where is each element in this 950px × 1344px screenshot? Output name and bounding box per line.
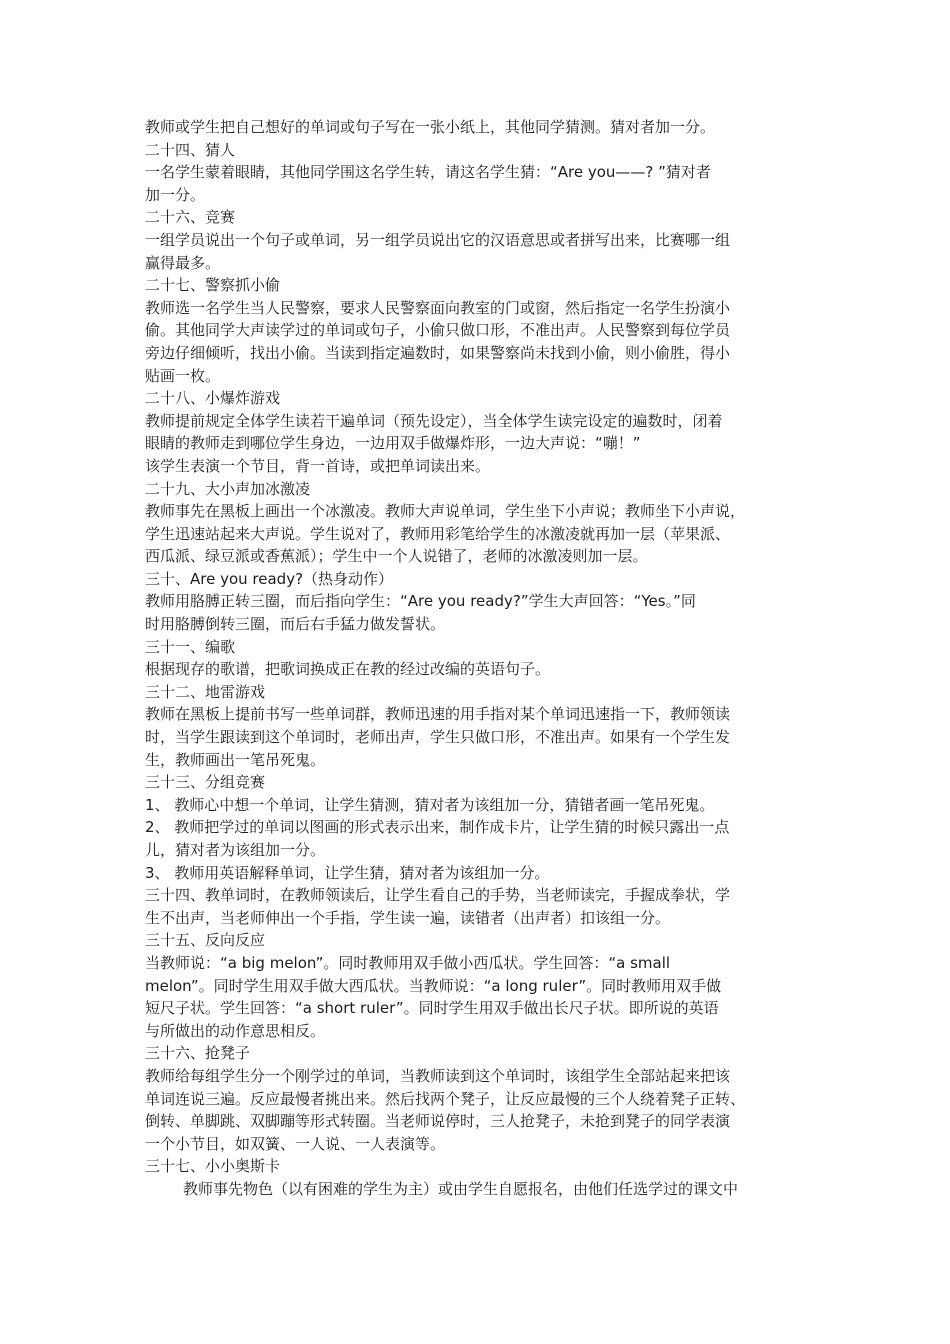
- text-line: 一名学生蒙着眼睛，其他同学围这名学生转，请这名学生猜：“Are you——? ”猜对者: [145, 163, 711, 182]
- text-line: 教师选一名学生当人民警察，要求人民警察面向教室的门或窗，然后指定一名学生扮演小: [145, 298, 731, 317]
- text-line: 贴画一枚。: [145, 366, 221, 385]
- text-line: 1、 教师心中想一个单词，让学生猜测，猜对者为该组加一分，猜错者画一笔吊死鬼。: [145, 795, 715, 814]
- text-line: 教师给每组学生分一个刚学过的单词，当教师读到这个单词时，该组学生全部站起来把该: [145, 1066, 731, 1085]
- text-line: 教师事先物色（以有困难的学生为主）或由学生自愿报名，由他们任选学过的课文中: [183, 1179, 739, 1198]
- text-line: 学生迅速站起来大声说。学生说对了，教师用彩笔给学生的冰激凌就再加一层（苹果派、: [145, 524, 731, 543]
- text-line: 二十六、竞赛: [145, 208, 236, 227]
- text-line: 短尺子状。学生回答：“a short ruler”。同时学生用双手做出长尺子状。即所说的英语: [145, 999, 719, 1018]
- text-line: 根据现存的歌谱，把歌词换成正在教的经过改编的英语句子。: [145, 660, 551, 679]
- text-line: 西瓜派、绿豆派或香蕉派）；学生中一个人说错了，老师的冰激凌则加一层。: [145, 547, 648, 566]
- text-line: 三十五、反向反应: [145, 931, 266, 950]
- text-line: 三十二、地雷游戏: [145, 682, 266, 701]
- text-line: 三十一、编歌: [145, 637, 236, 656]
- text-line: melon”。同时学生用双手做大西瓜状。当教师说：“a long ruler”。同时教师用双手做: [145, 976, 722, 995]
- text-line: 旁边仔细倾听，找出小偷。当读到指定遍数时，如果警察尚未找到小偷，则小偷胜，得小: [145, 343, 731, 362]
- text-line: 二十八、小爆炸游戏: [145, 389, 281, 408]
- text-line: 生，教师画出一笔吊死鬼。: [145, 750, 326, 769]
- text-line: 三十六、抢凳子: [145, 1044, 251, 1063]
- text-line: 单词连说三遍。反应最慢者挑出来。然后找两个凳子，让反应最慢的三个人绕着凳子正转、: [145, 1089, 746, 1108]
- text-line: 当教师说：“a big melon”。同时教师用双手做小西瓜状。学生回答：“a small: [145, 953, 671, 972]
- text-line: 儿，猜对者为该组加一分。: [145, 841, 326, 859]
- text-line: 2、 教师把学过的单词以图画的形式表示出来，制作成卡片，让学生猜的时候只露出一点: [145, 818, 730, 837]
- text-line: 倒转、单脚跳、双脚蹦等形式转圈。当老师说停时，三人抢凳子，未抢到凳子的同学表演: [145, 1112, 731, 1131]
- text-line: 一组学员说出一个句子或单词，另一组学员说出它的汉语意思或者拼写出来，比赛哪一组: [145, 230, 731, 249]
- text-line: 与所做出的动作意思相反。: [145, 1021, 326, 1040]
- text-line: 生不出声，当老师伸出一个手指，学生读一遍，读错者（出声者）扣该组一分。: [145, 908, 671, 927]
- text-line: 三十三、分组竞赛: [145, 773, 266, 792]
- text-line: 3、 教师用英语解释单词，让学生猜，猜对者为该组加一分。: [145, 863, 550, 882]
- text-line: 教师提前规定全体学生读若干遍单词（预先设定），当全体学生读完设定的遍数时，闭着: [145, 411, 723, 430]
- text-line: 教师用胳膊正转三圈，而后指向学生：“Are you ready?”学生大声回答：“Yes。”同: [145, 592, 696, 611]
- text-line: 时，当学生跟读到这个单词时，老师出声，学生只做口形，不准出声。如果有一个学生发: [145, 728, 731, 747]
- text-line: 时用胳膊倒转三圈，而后右手猛力做发誓状。: [145, 615, 446, 634]
- text-line: 加一分。: [145, 185, 206, 204]
- text-line: 教师事先在黑板上画出一个冰激凌。教师大声说单词，学生坐下小声说；教师坐下小声说，: [145, 502, 746, 521]
- text-line: 眼睛的教师走到哪位学生身边，一边用双手做爆炸形，一边大声说：“嘣！”: [145, 434, 641, 453]
- text-line: 该学生表演一个节目，背一首诗，或把单词读出来。: [145, 456, 491, 475]
- text-line: 三十四、教单词时，在教师领读后，让学生看自己的手势，当老师读完，手握成拳状，学: [145, 886, 731, 905]
- document-body: [145, 116, 810, 1201]
- text-line: 三十七、小小奥斯卡: [145, 1157, 281, 1176]
- text-line: 赢得最多。: [145, 253, 221, 272]
- text-line: 二十四、猜人: [145, 140, 236, 159]
- text-line: 教师或学生把自己想好的单词或句子写在一张小纸上，其他同学猜测。猜对者加一分。: [145, 118, 716, 136]
- text-line: 二十九、大小声加冰激凌: [145, 479, 311, 498]
- text-line: 偷。其他同学大声读学过的单词或句子，小偷只做口形，不准出声。人民警察到每位学员: [145, 321, 731, 340]
- text-line: 三十、Are you ready?（热身动作）: [145, 569, 394, 588]
- text-line: 教师在黑板上提前书写一些单词群，教师迅速的用手指对某个单词迅速指一下，教师领读: [145, 705, 731, 724]
- text-line: 二十七、警察抓小偷: [145, 276, 281, 295]
- text-line: 一个小节目，如双簧、一人说、一人表演等。: [145, 1134, 446, 1153]
